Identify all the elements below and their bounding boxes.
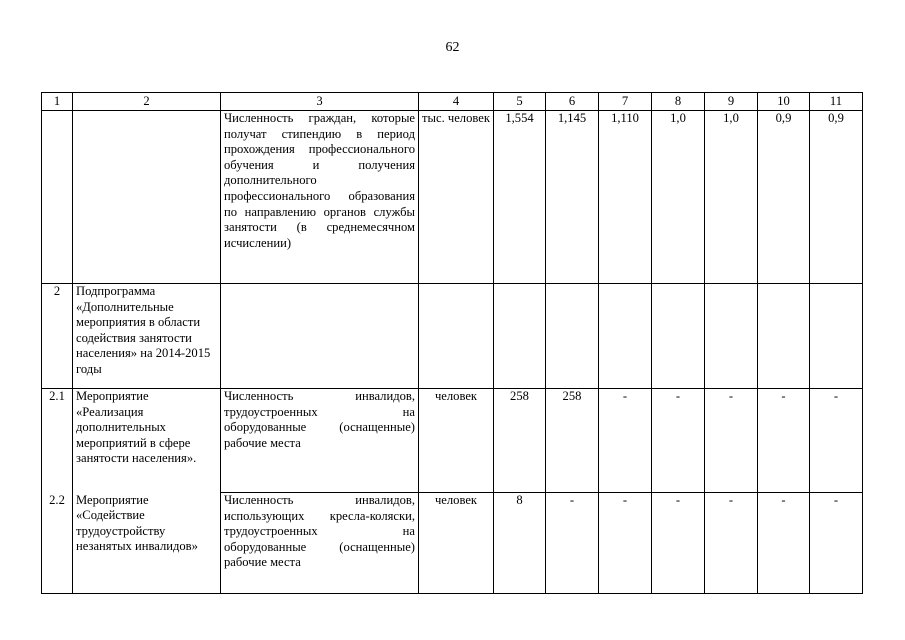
indicator-name [221, 284, 419, 389]
value-cell: 258 [494, 389, 546, 493]
value-cell: 1,554 [494, 111, 546, 284]
value-cell: - [652, 389, 705, 493]
value-cell: 0,9 [810, 111, 863, 284]
indicator-name: Численность инвалидов, использующих кресла-коляски, трудоустроенных на оборудованные (оснащенные) рабочие места [221, 493, 419, 594]
indicator-name: Численность граждан, которые получат стипендию в период прохождения профессионального обучения и получения дополнительного профессионального образования по направлению органов службы занятости (в среднемесячном исчислении) [221, 111, 419, 284]
value-cell [546, 284, 599, 389]
program-name: Мероприятие «Содействие трудоустройству незанятых инвалидов» [73, 493, 221, 594]
value-cell: - [758, 389, 810, 493]
table-row [42, 493, 863, 594]
column-header: 9 [705, 93, 758, 111]
header-row [42, 93, 863, 111]
program-name: Мероприятие «Реализация дополнительных мероприятий в сфере занятости населения». [73, 389, 221, 493]
unit-of-measure: тыс. человек [419, 111, 494, 284]
value-cell: - [599, 493, 652, 594]
row-number [42, 111, 73, 284]
column-header: 11 [810, 93, 863, 111]
page-number: 62 [445, 40, 460, 55]
value-cell: 258 [546, 389, 599, 493]
value-cell: - [599, 389, 652, 493]
value-cell [705, 284, 758, 389]
value-cell: 1,0 [705, 111, 758, 284]
value-cell: - [705, 493, 758, 594]
row-number: 2 [42, 284, 73, 389]
column-header: 8 [652, 93, 705, 111]
table-row [42, 111, 863, 284]
unit-of-measure: человек [419, 389, 494, 493]
value-cell: 8 [494, 493, 546, 594]
value-cell: - [652, 493, 705, 594]
row-number: 2.1 [42, 389, 73, 493]
column-header: 3 [221, 93, 419, 111]
program-name: Подпрограмма «Дополнительные мероприятия в области содействия занятости населения» на 2014-2015 годы [73, 284, 221, 389]
column-header: 7 [599, 93, 652, 111]
column-header: 6 [546, 93, 599, 111]
unit-of-measure: человек [419, 493, 494, 594]
table-row [42, 389, 863, 493]
value-cell [652, 284, 705, 389]
value-cell: - [546, 493, 599, 594]
column-header: 2 [73, 93, 221, 111]
row-number: 2.2 [42, 493, 73, 594]
value-cell: - [705, 389, 758, 493]
value-cell: - [810, 389, 863, 493]
indicators-table [41, 92, 863, 594]
value-cell: 0,9 [758, 111, 810, 284]
indicator-name: Численность инвалидов, трудоустроенных на оборудованные (оснащенные) рабочие места [221, 389, 419, 493]
table-row [42, 284, 863, 389]
value-cell: 1,145 [546, 111, 599, 284]
unit-of-measure [419, 284, 494, 389]
value-cell [599, 284, 652, 389]
value-cell [810, 284, 863, 389]
column-header: 10 [758, 93, 810, 111]
value-cell: 1,110 [599, 111, 652, 284]
program-name [73, 111, 221, 284]
value-cell: 1,0 [652, 111, 705, 284]
column-header: 4 [419, 93, 494, 111]
column-header: 5 [494, 93, 546, 111]
column-header: 1 [42, 93, 73, 111]
value-cell [758, 284, 810, 389]
value-cell: - [810, 493, 863, 594]
value-cell [494, 284, 546, 389]
value-cell: - [758, 493, 810, 594]
